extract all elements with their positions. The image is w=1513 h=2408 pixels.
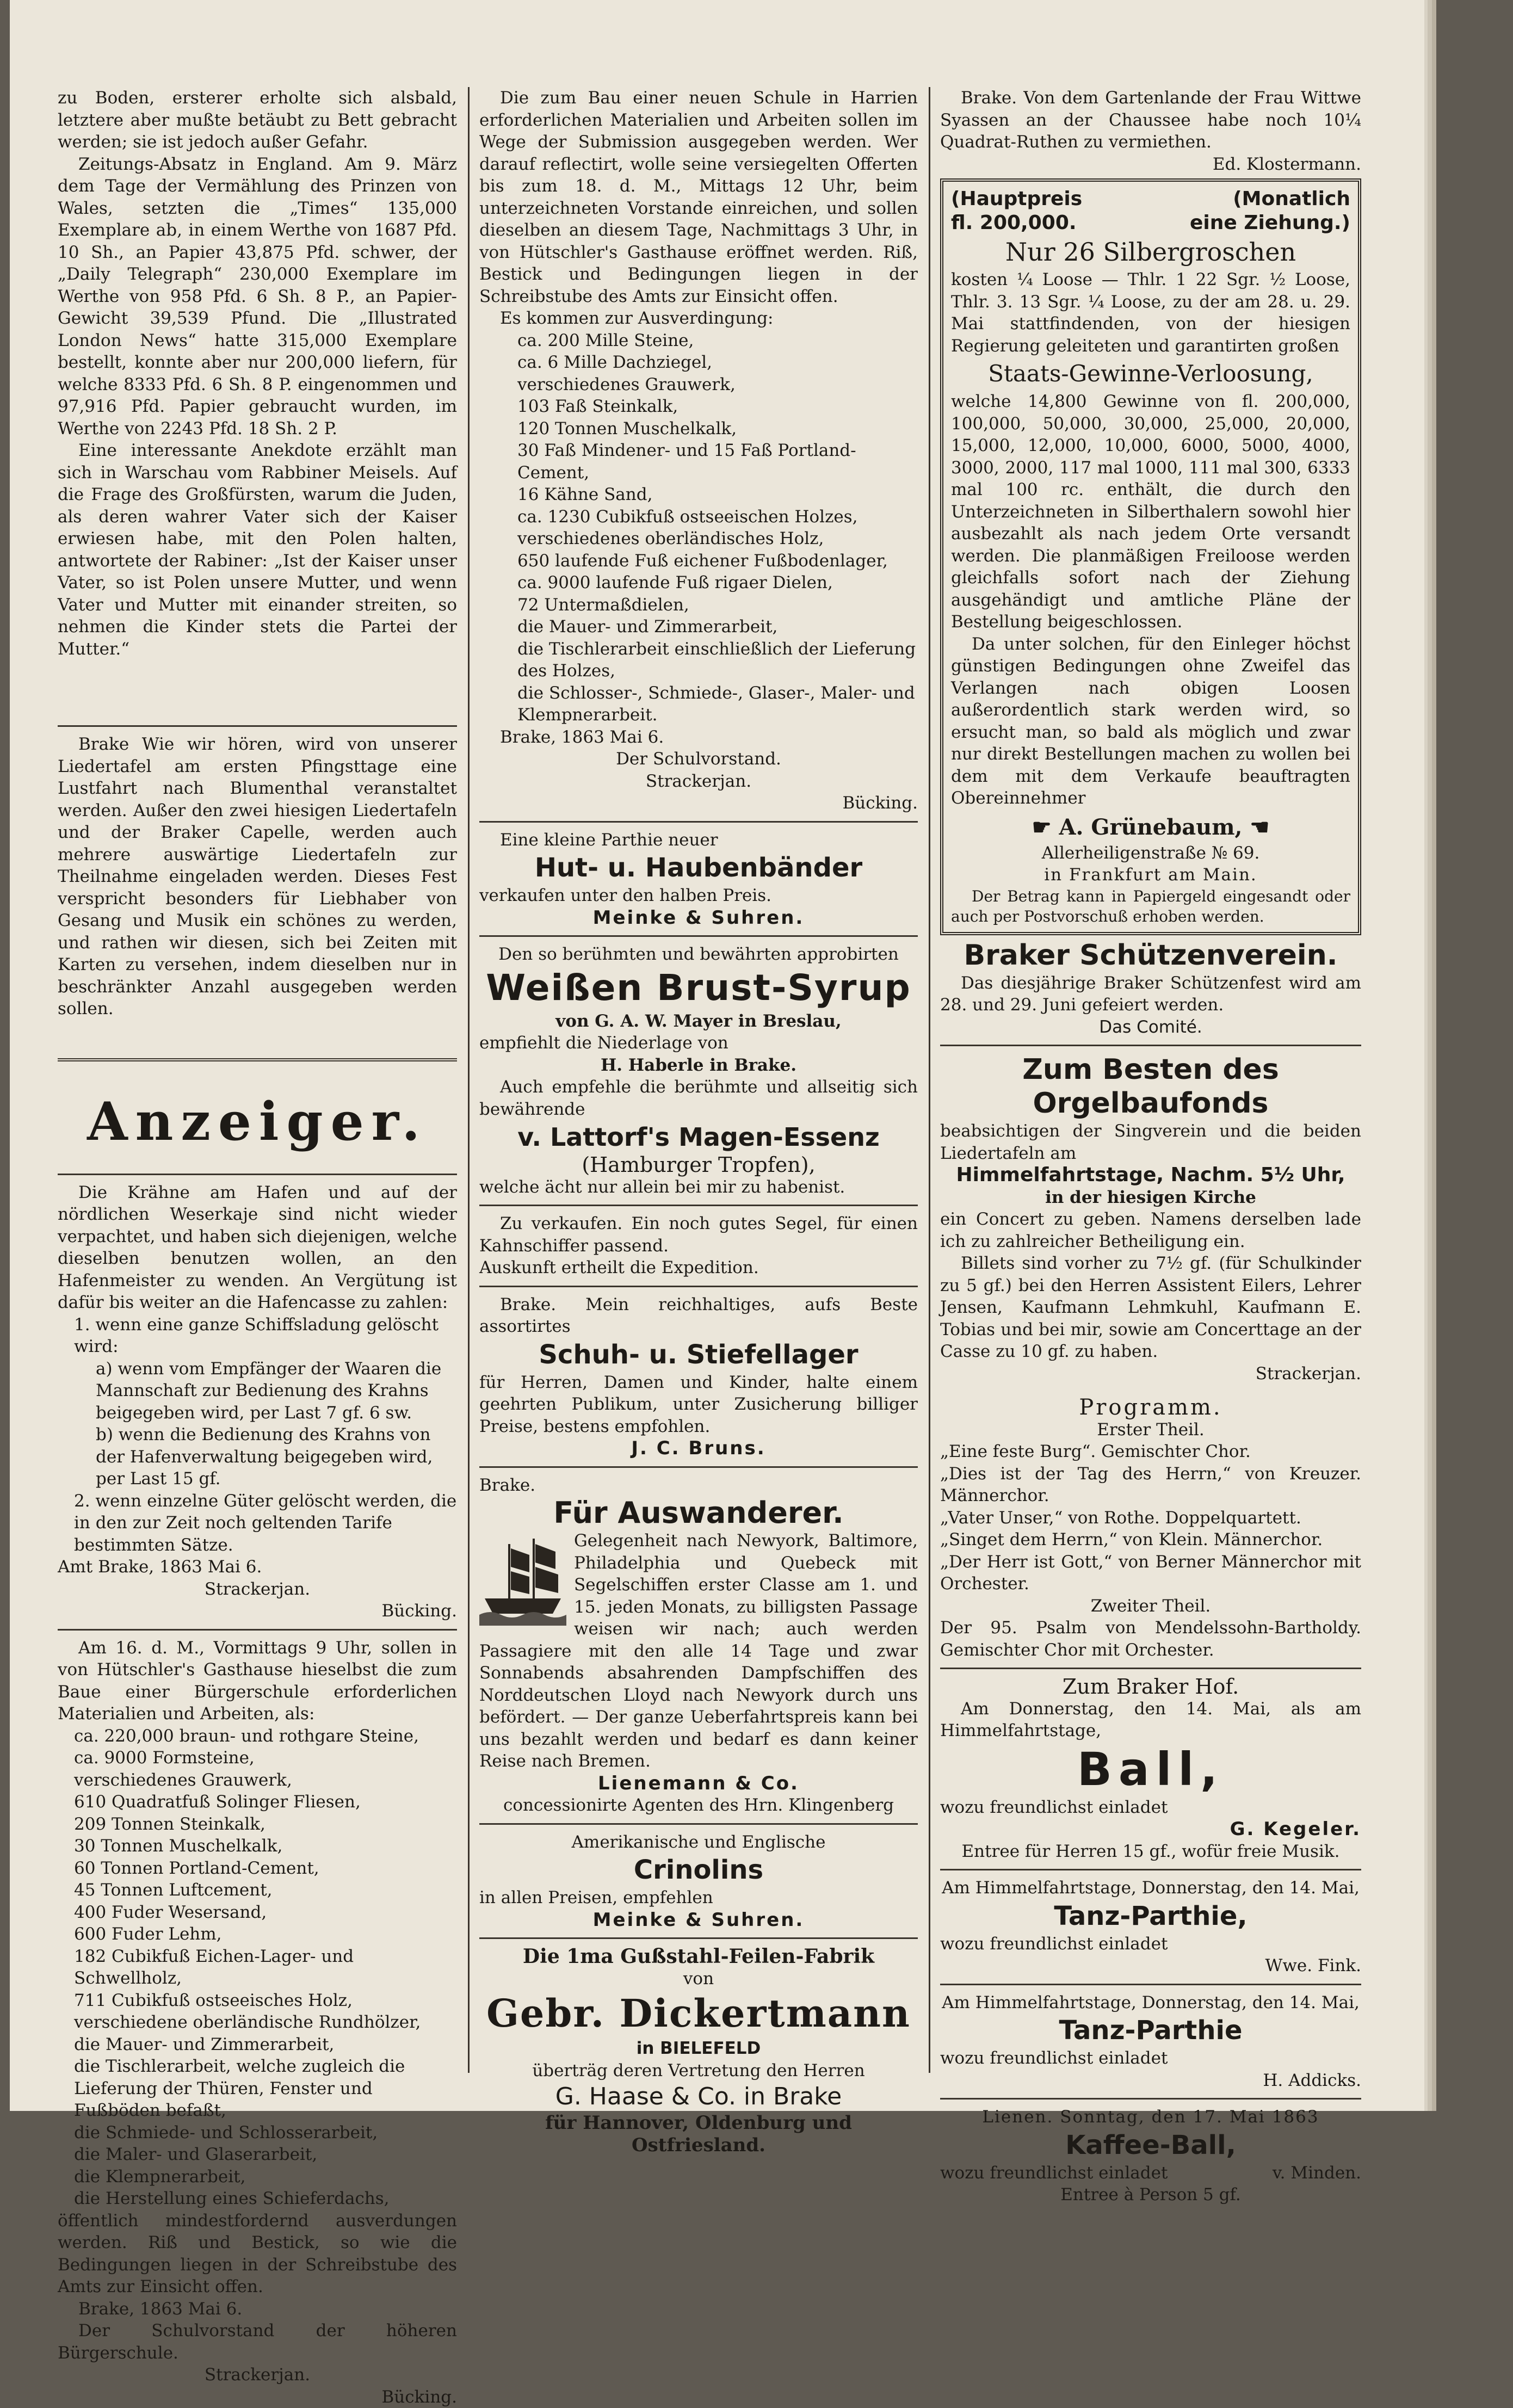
signature-name: Strackerjan. bbox=[940, 1363, 1361, 1385]
list-item: 182 Cubikfuß Eichen-Lager- und Schwellholz, bbox=[74, 1946, 457, 1990]
list-item: ca. 6 Mille Dachziegel, bbox=[517, 351, 918, 374]
ad-firm: G. Kegeler. bbox=[940, 1818, 1361, 1841]
signature-name: Strackerjan. bbox=[58, 1578, 457, 1601]
program-part: Erster Theil. bbox=[940, 1419, 1361, 1441]
notice-gartenland: Brake. Von dem Gartenlande der Frau Wittwe Syassen an der Chaussee habe noch 10¼ Quadrat-Ruthen zu vermiethen. bbox=[940, 87, 1361, 153]
ad-text: Am Himmelfahrtstage, Donnerstag, den 14. Mai, bbox=[940, 1877, 1361, 1899]
sailing-ship-icon bbox=[479, 1533, 566, 1626]
ad-text: Zu verkaufen. Ein noch gutes Segel, für einen Kahnschiffer passend. bbox=[479, 1213, 918, 1257]
list-item: 30 Faß Mindener- und 15 Faß Portland-Cement, bbox=[517, 440, 918, 484]
ad-text: Billets sind vorher zu 7½ gf. (für Schulkinder zu 5 gf.) bei den Herren Assistent Eilers, Lehrer Jensen, Kaufmann Lehmkuhl, Kaufmann E. Tobias und bei mir, sowie am Concerttage an der Casse zu 10 gf. zu haben. bbox=[940, 1252, 1361, 1363]
lottery-text: Der Betrag kann in Papiergeld eingesandt oder auch per Postvorschuß erhoben werden. bbox=[951, 886, 1350, 927]
lottery-label: (Monatlich bbox=[1190, 187, 1350, 211]
divider bbox=[479, 1466, 918, 1468]
ad-headline-tanz-parthie: Tanz-Parthie bbox=[940, 2014, 1361, 2047]
lottery-title: Staats-Gewinne-Verloosung, bbox=[951, 357, 1350, 391]
signature-date: Amt Brake, 1863 Mai 6. bbox=[58, 1556, 457, 1578]
list-item: die Schmiede- und Schlosserarbeit, bbox=[74, 2122, 457, 2144]
divider bbox=[479, 935, 918, 937]
program-part: Zweiter Theil. bbox=[940, 1595, 1361, 1617]
ad-headline-magen-essenz: v. Lattorf's Magen-Essenz bbox=[479, 1120, 918, 1154]
ad-text: Entree à Person 5 gf. bbox=[940, 2184, 1361, 2206]
list-item: 72 Untermaßdielen, bbox=[517, 594, 918, 616]
ad-text: Brake. Mein reichhaltiges, aufs Beste assortirtes bbox=[479, 1294, 918, 1338]
divider bbox=[940, 1045, 1361, 1046]
ad-headline-ball: Ball, bbox=[940, 1742, 1361, 1796]
list-item: 400 Fuder Wesersand, bbox=[74, 1901, 457, 1924]
article-liedertafel: Brake Wie wir hören, wird von unserer Liedertafel am ersten Pfingsttage eine Lustfahrt nach Blumenthal veranstaltet werden. Außer den zwei hiesigen Liedertafeln und der Braker Capelle, werden auch mehrere auswärtige Liedertafeln zur Theilnahme eingeladen werden. Dieses Fest verspricht besonders für Liebhaber von Gesang und Musik ein schönes zu werden, und rathen wir diesen, sich bei Zeiten mit Karten zu versehen, indem dieselben nur in beschränkter Anzahl ausgegeben werden sollen. bbox=[58, 733, 457, 1020]
divider bbox=[479, 1205, 918, 1206]
list-item: die Herstellung eines Schieferdachs, bbox=[74, 2188, 457, 2210]
notice-text: öffentlich mindestfordernd ausverdungen werden. Riß und Bestick, so wie die Bedingungen liegen in der Schreibstube des Amts zur Einsicht offen. bbox=[58, 2210, 457, 2298]
ad-text: Das diesjährige Braker Schützenfest wird am 28. und 29. Juni gefeiert werden. bbox=[940, 972, 1361, 1016]
list-item: 45 Tonnen Luftcement, bbox=[74, 1879, 457, 1901]
signature-name: Strackerjan. bbox=[58, 2364, 457, 2386]
list-item: 600 Fuder Lehm, bbox=[74, 1923, 457, 1946]
ad-text: Brake. bbox=[479, 1474, 918, 1497]
list-item: 30 Tonnen Muschelkalk, bbox=[74, 1835, 457, 1857]
lottery-header bbox=[951, 187, 1350, 235]
ad-text: Zum Braker Hof. bbox=[940, 1676, 1361, 1698]
program-item: „Eine feste Burg“. Gemischter Chor. bbox=[940, 1441, 1361, 1463]
program-item: „Dies ist der Tag des Herrn,“ von Kreuzer. Männerchor. bbox=[940, 1463, 1361, 1507]
newspaper-page bbox=[10, 0, 1424, 2111]
notice-kraehne-list bbox=[58, 1314, 457, 1557]
divider bbox=[940, 2098, 1361, 2100]
divider bbox=[479, 821, 918, 823]
list-item: a) wenn vom Empfänger der Waaren die Mannschaft zur Bedienung des Krahns beigegeben wird, per Last 7 gf. 6 sw. bbox=[74, 1358, 457, 1424]
notice-harrien: Die zum Bau einer neuen Schule in Harrien erforderlichen Materialien und Arbeiten sollen im Wege der Submission ausgegeben werden. Wer darauf reflectirt, wolle seine versiegelten Offerten bis zum 18. d. M., Mittags 12 Uhr, beim unterzeichneten Vorstande einreichen, und sollen dieselben an diesem Tage, Nachmittags 3 Uhr, in von Hütschler's Gasthause eröffnet werden. Riß, Bestick und Bedingungen liegen in der Schreibstube des Amts zur Einsicht offen. bbox=[479, 87, 918, 307]
divider bbox=[58, 1174, 457, 1175]
ad-firm: Meinke & Suhren. bbox=[479, 1909, 918, 1931]
signature-date: Brake, 1863 Mai 6. bbox=[479, 726, 918, 749]
lottery-label: eine Ziehung.) bbox=[1190, 211, 1350, 235]
notice-buergerschule-list bbox=[58, 1725, 457, 2210]
signature-name: Das Comité. bbox=[940, 1016, 1361, 1039]
divider bbox=[940, 1984, 1361, 1985]
divider bbox=[479, 1286, 918, 1287]
list-item: die Klempnerarbeit, bbox=[74, 2166, 457, 2188]
divider bbox=[940, 1869, 1361, 1870]
divider bbox=[58, 1058, 457, 1061]
ad-headline-schuetzenverein: Braker Schützenverein. bbox=[940, 938, 1361, 972]
column-middle bbox=[470, 87, 928, 2073]
list-item: 103 Faß Steinkalk, bbox=[517, 396, 918, 418]
column-right bbox=[930, 87, 1371, 2073]
ad-text: Die 1ma Gußstahl-Feilen-Fabrik bbox=[479, 1946, 918, 1968]
lottery-label: fl. 200,000. bbox=[951, 211, 1082, 235]
ad-text: wozu freundlichst einladet bbox=[940, 2162, 1168, 2184]
ad-text: für Hannover, Oldenburg und Ostfriesland. bbox=[479, 2112, 918, 2156]
program-item: „Vater Unser,“ von Rothe. Doppelquartett. bbox=[940, 1507, 1361, 1529]
divider bbox=[940, 1668, 1361, 1669]
ad-firm: Lienemann & Co. bbox=[479, 1773, 918, 1795]
ad-text: Lienen. Sonntag, den 17. Mai 1863 bbox=[940, 2106, 1361, 2128]
divider bbox=[479, 1937, 918, 1939]
ad-text: wozu freundlichst einladet bbox=[940, 1933, 1361, 1955]
section-heading-anzeiger: Anzeiger. bbox=[58, 1081, 457, 1163]
lottery-text: kosten ¼ Loose — Thlr. 1 22 Sgr. ½ Loose, Thlr. 3. 13 Sgr. ¼ Loose, zu der am 28. u. 29. Mai stattfindenden, von der hiesigen Regierung geleiteten und garantirten großen bbox=[951, 269, 1350, 357]
ad-headline-auswanderer: Für Auswanderer. bbox=[479, 1496, 918, 1530]
signature-name: Wwe. Fink. bbox=[940, 1955, 1361, 1977]
list-item: die Maler- und Glaserarbeit, bbox=[74, 2144, 457, 2166]
ad-text: Den so berühmten und bewährten approbirten bbox=[479, 943, 918, 966]
signature-name: Bücking. bbox=[58, 2386, 457, 2408]
lottery-text: welche 14,800 Gewinne von fl. 200,000, 100,000, 50,000, 30,000, 25,000, 20,000, 15,000, 12,000, 10,000, 6000, 5000, 4000, 3000, 2000, 117 mal 1000, 111 mal 300, 6333 mal 100 rc. enthält, die durch den Unterzeichneten in Silberthalern sowohl hier ausbezahlt als nach jedem Orte versandt werden. Die planmäßigen Freiloose werden gleichfalls sofort nach der Ziehung ausgehändigt und amtliche Pläne der Bestellung beigeschlossen. bbox=[951, 391, 1350, 633]
ad-text: wozu freundlichst einladet bbox=[940, 1796, 1361, 1819]
list-item: 60 Tonnen Portland-Cement, bbox=[74, 1857, 457, 1880]
list-item: 711 Cubikfuß ostseeisches Holz, bbox=[74, 1990, 457, 2012]
ad-text: Auch empfehle die berühmte und allseitig sich bewährende bbox=[479, 1076, 918, 1120]
list-item: 209 Tonnen Steinkalk, bbox=[74, 1813, 457, 1836]
ad-text: Eine kleine Parthie neuer bbox=[479, 829, 918, 851]
program-item: „Der Herr ist Gott,“ von Berner Männerchor mit Orchester. bbox=[940, 1551, 1361, 1595]
ad-headline-orgelbaufonds: Zum Besten des Orgelbaufonds bbox=[940, 1053, 1361, 1120]
list-item: b) wenn die Bedienung des Krahns von der Hafenverwaltung beigegeben wird, per Last 15 gf. bbox=[74, 1424, 457, 1490]
notice-buergerschule: Am 16. d. M., Vormittags 9 Uhr, sollen in von Hütschler's Gasthause hieselbst die zum Baue einer Bürgerschule erforderlichen Materialien und Arbeiten, als: bbox=[58, 1637, 457, 1725]
notice-text: Es kommen zur Ausverdingung: bbox=[479, 307, 918, 330]
ad-text: welche ächt nur allein bei mir zu habenist. bbox=[479, 1176, 918, 1199]
ad-text: in allen Preisen, empfehlen bbox=[479, 1887, 918, 1909]
ad-text: Himmelfahrtstage, Nachm. 5½ Uhr, bbox=[940, 1164, 1361, 1187]
program-title: Programm. bbox=[940, 1397, 1361, 1419]
signature-name: H. Addicks. bbox=[940, 2070, 1361, 2092]
ad-text: Am Donnerstag, den 14. Mai, als am Himmelfahrtstage, bbox=[940, 1698, 1361, 1742]
lottery-city: in Frankfurt am Main. bbox=[951, 864, 1350, 886]
list-item: 120 Tonnen Muschelkalk, bbox=[517, 418, 918, 440]
divider bbox=[58, 1629, 457, 1631]
column-left bbox=[48, 87, 467, 2073]
ad-text: von bbox=[479, 1968, 918, 1990]
list-item: ca. 9000 Formsteine, bbox=[74, 1747, 457, 1769]
article-anekdote: Eine interessante Anekdote erzählt man sich in Warschau vom Rabbiner Meisels. Auf die Frage des Großfürsten, warum die Juden, als deren wahrer Vater sich der Kaiser erwiesen habe, mit den Polen halten, antwortete der Rabiner: „Ist der Kaiser unser Vater, so ist Polen unsere Mutter, und wenn Vater und Mutter mit einander streiten, so nehmen die Kinder stets die Partei der Mutter.“ bbox=[58, 440, 457, 660]
ad-firm: Meinke & Suhren. bbox=[479, 907, 918, 929]
list-item: die Mauer- und Zimmerarbeit, bbox=[517, 616, 918, 638]
list-item: ca. 9000 laufende Fuß rigaer Dielen, bbox=[517, 572, 918, 594]
signature-name: Strackerjan. bbox=[479, 770, 918, 793]
ad-headline-tanz-parthie: Tanz-Parthie, bbox=[940, 1899, 1361, 1933]
ad-text: überträg deren Vertretung den Herren bbox=[479, 2060, 918, 2082]
list-item: 650 laufende Fuß eichener Fußbodenlager, bbox=[517, 550, 918, 572]
divider bbox=[58, 725, 457, 727]
ad-headline-crinolins: Crinolins bbox=[479, 1853, 918, 1887]
ad-dealer: H. Haberle in Brake. bbox=[479, 1054, 918, 1077]
article-zeitungs-absatz: Zeitungs-Absatz in England. Am 9. März dem Tage der Vermählung des Prinzen von Wales, setzten die „Times“ 135,000 Exemplare ab, in einem Werthe von 1687 Pfd. 10 Sh., an Papier 43,875 Pfd. schwer, der „Daily Telegraph“ 230,000 Exemplare im Werthe von 958 Pfd. 6 Sh. 8 P., an Papier-Gewicht 39,539 Pfund. Die „Illustrated London News“ hatte 315,000 Exemplare bestellt, konnte aber nur 200,000 liefern, für welche 8333 Pfd. 6 Sh. 8 P. eingenommen und 97,916 Pfd. Papier gebraucht wurden, im Werthe von 2243 Pfd. 18 Sh. 2 P. bbox=[58, 153, 457, 440]
ad-text: Gelegenheit nach Newyork, Baltimore, Philadelphia und Quebeck mit Segelschiffen erster Classe am 1. und 15. jeden Monats, zu billigsten Passage weisen wir nach; auch werden Passagiere mit den alle 14 Tage und zwar Sonnabends absahrenden Dampfschiffen des Norddeutschen Lloyd nach Newyork durch uns befördert. — Der ganze Ueberfahrtspreis kann bei uns bezahlt werden und bedarf es dann keiner Reise nach Bremen. bbox=[479, 1530, 918, 1773]
signature-board: Der Schulvorstand der höheren Bürgerschule. bbox=[58, 2320, 457, 2364]
lottery-address: Allerheiligenstraße № 69. bbox=[951, 842, 1350, 865]
list-item: die Tischlerarbeit, welche zugleich die Lieferung der Thüren, Fenster und Fußböden befaßt, bbox=[74, 2055, 457, 2122]
ad-text: in BIELEFELD bbox=[479, 2037, 918, 2060]
ad-text: Amerikanische und Englische bbox=[479, 1831, 918, 1854]
ad-text: wozu freundlichst einladet bbox=[940, 2047, 1361, 2070]
notice-harrien-list bbox=[479, 330, 918, 726]
article-text: zu Boden, ersterer erholte sich alsbald, letztere aber mußte betäubt zu Bett gebracht werden; sie ist jedoch außer Gefahr. bbox=[58, 87, 457, 153]
ad-text: Entree für Herren 15 gf., wofür freie Musik. bbox=[940, 1841, 1361, 1863]
list-item: 1. wenn eine ganze Schiffsladung gelöscht wird: bbox=[74, 1314, 457, 1358]
ad-headline-dickertmann: Gebr. Dickertmann bbox=[479, 1990, 918, 2037]
ad-headline-schuhlager: Schuh- u. Stiefellager bbox=[479, 1338, 918, 1372]
ad-firm: J. C. Bruns. bbox=[479, 1437, 918, 1460]
ad-text: ein Concert zu geben. Namens derselben lade ich zu zahlreicher Betheiligung ein. bbox=[940, 1208, 1361, 1252]
list-item: verschiedenes Grauwerk, bbox=[74, 1769, 457, 1792]
list-item: die Mauer- und Zimmerarbeit, bbox=[74, 2034, 457, 2056]
program-item: Der 95. Psalm von Mendelssohn-Bartholdy. Gemischter Chor mit Orchester. bbox=[940, 1617, 1361, 1661]
list-item: 2. wenn einzelne Güter gelöscht werden, die in den zur Zeit noch geltenden Tarife bestimmten Sätze. bbox=[74, 1490, 457, 1557]
pointing-hand-icon: ☛ bbox=[1032, 814, 1059, 840]
pointing-hand-icon: ☚ bbox=[1242, 814, 1269, 840]
list-item: ca. 1230 Cubikfuß ostseeischen Holzes, bbox=[517, 506, 918, 528]
signature-name: Bücking. bbox=[58, 1600, 457, 1622]
ad-headline-kaffee-ball: Kaffee-Ball, bbox=[940, 2128, 1361, 2162]
ad-text: concessionirte Agenten des Hrn. Klingenberg bbox=[479, 1794, 918, 1817]
ad-headline-brust-syrup: Weißen Brust-Syrup bbox=[479, 966, 918, 1010]
notice-kraehne: Die Krähne am Hafen und auf der nördlichen Weserkaje sind nicht wieder verpachtet, und haben sich diejenigen, welche dieselben benutzen wollen, an den Hafenmeister zu wenden. An Vergütung ist dafür bis weiter an die Hafencasse zu zahlen: bbox=[58, 1182, 457, 1314]
list-item: die Schlosser-, Schmiede-, Glaser-, Maler- und Klempnerarbeit. bbox=[517, 682, 918, 726]
ad-text: Auskunft ertheilt die Expedition. bbox=[479, 1257, 918, 1279]
list-item: verschiedenes oberländisches Holz, bbox=[517, 528, 918, 550]
ad-maker: von G. A. W. Mayer in Breslau, bbox=[479, 1010, 918, 1033]
lottery-text: Da unter solchen, für den Einleger höchst günstigen Bedingungen ohne Zweifel das Verlangen nach obigen Loosen außerordentlich stark werden wird, so ersucht man, so bald als möglich und zwar nur direkt Bestellungen machen zu wollen bei dem mit dem Verkaufe beauftragten Obereinnehmer bbox=[951, 633, 1350, 810]
list-item: 16 Kähne Sand, bbox=[517, 484, 918, 506]
lottery-label: (Hauptpreis bbox=[951, 187, 1082, 211]
ad-headline-hutbaender: Hut- u. Haubenbänder bbox=[479, 851, 918, 885]
ad-text: (Hamburger Tropfen), bbox=[479, 1154, 918, 1176]
lottery-price: Nur 26 Silbergroschen bbox=[951, 235, 1350, 269]
list-item: 610 Quadratfuß Solinger Fliesen, bbox=[74, 1791, 457, 1813]
signature-board: Der Schulvorstand. bbox=[479, 748, 918, 770]
lottery-agent: A. Grünebaum, bbox=[1059, 814, 1243, 840]
list-item: ca. 220,000 braun- und rothgare Steine, bbox=[74, 1725, 457, 1748]
program-item: „Singet dem Herrn,“ von Klein. Männerchor. bbox=[940, 1529, 1361, 1551]
list-item: ca. 200 Mille Steine, bbox=[517, 330, 918, 352]
divider bbox=[479, 1823, 918, 1825]
ad-text: empfiehlt die Niederlage von bbox=[479, 1032, 918, 1054]
list-item: verschiedene oberländische Rundhölzer, bbox=[74, 2011, 457, 2034]
ad-text: beabsichtigen der Singverein und die beiden Liedertafeln am bbox=[940, 1120, 1361, 1164]
ad-text: für Herren, Damen und Kinder, halte einem geehrten Publikum, unter Zusicherung billiger Preise, bestens empfohlen. bbox=[479, 1372, 918, 1438]
list-item: verschiedenes Grauwerk, bbox=[517, 374, 918, 396]
ad-firm: G. Haase & Co. in Brake bbox=[479, 2082, 918, 2112]
ad-text: in der hiesigen Kirche bbox=[940, 1187, 1361, 1209]
signature-name: Bücking. bbox=[479, 792, 918, 814]
signature-name: Ed. Klostermann. bbox=[940, 153, 1361, 176]
ad-text: Am Himmelfahrtstage, Donnerstag, den 14. Mai, bbox=[940, 1992, 1361, 2014]
signature-date: Brake, 1863 Mai 6. bbox=[58, 2298, 457, 2320]
signature-name: v. Minden. bbox=[1273, 2162, 1361, 2184]
lottery-ad-box bbox=[940, 178, 1361, 935]
list-item: die Tischlerarbeit einschließlich der Lieferung des Holzes, bbox=[517, 638, 918, 682]
ad-text: verkaufen unter den halben Preis. bbox=[479, 885, 918, 907]
